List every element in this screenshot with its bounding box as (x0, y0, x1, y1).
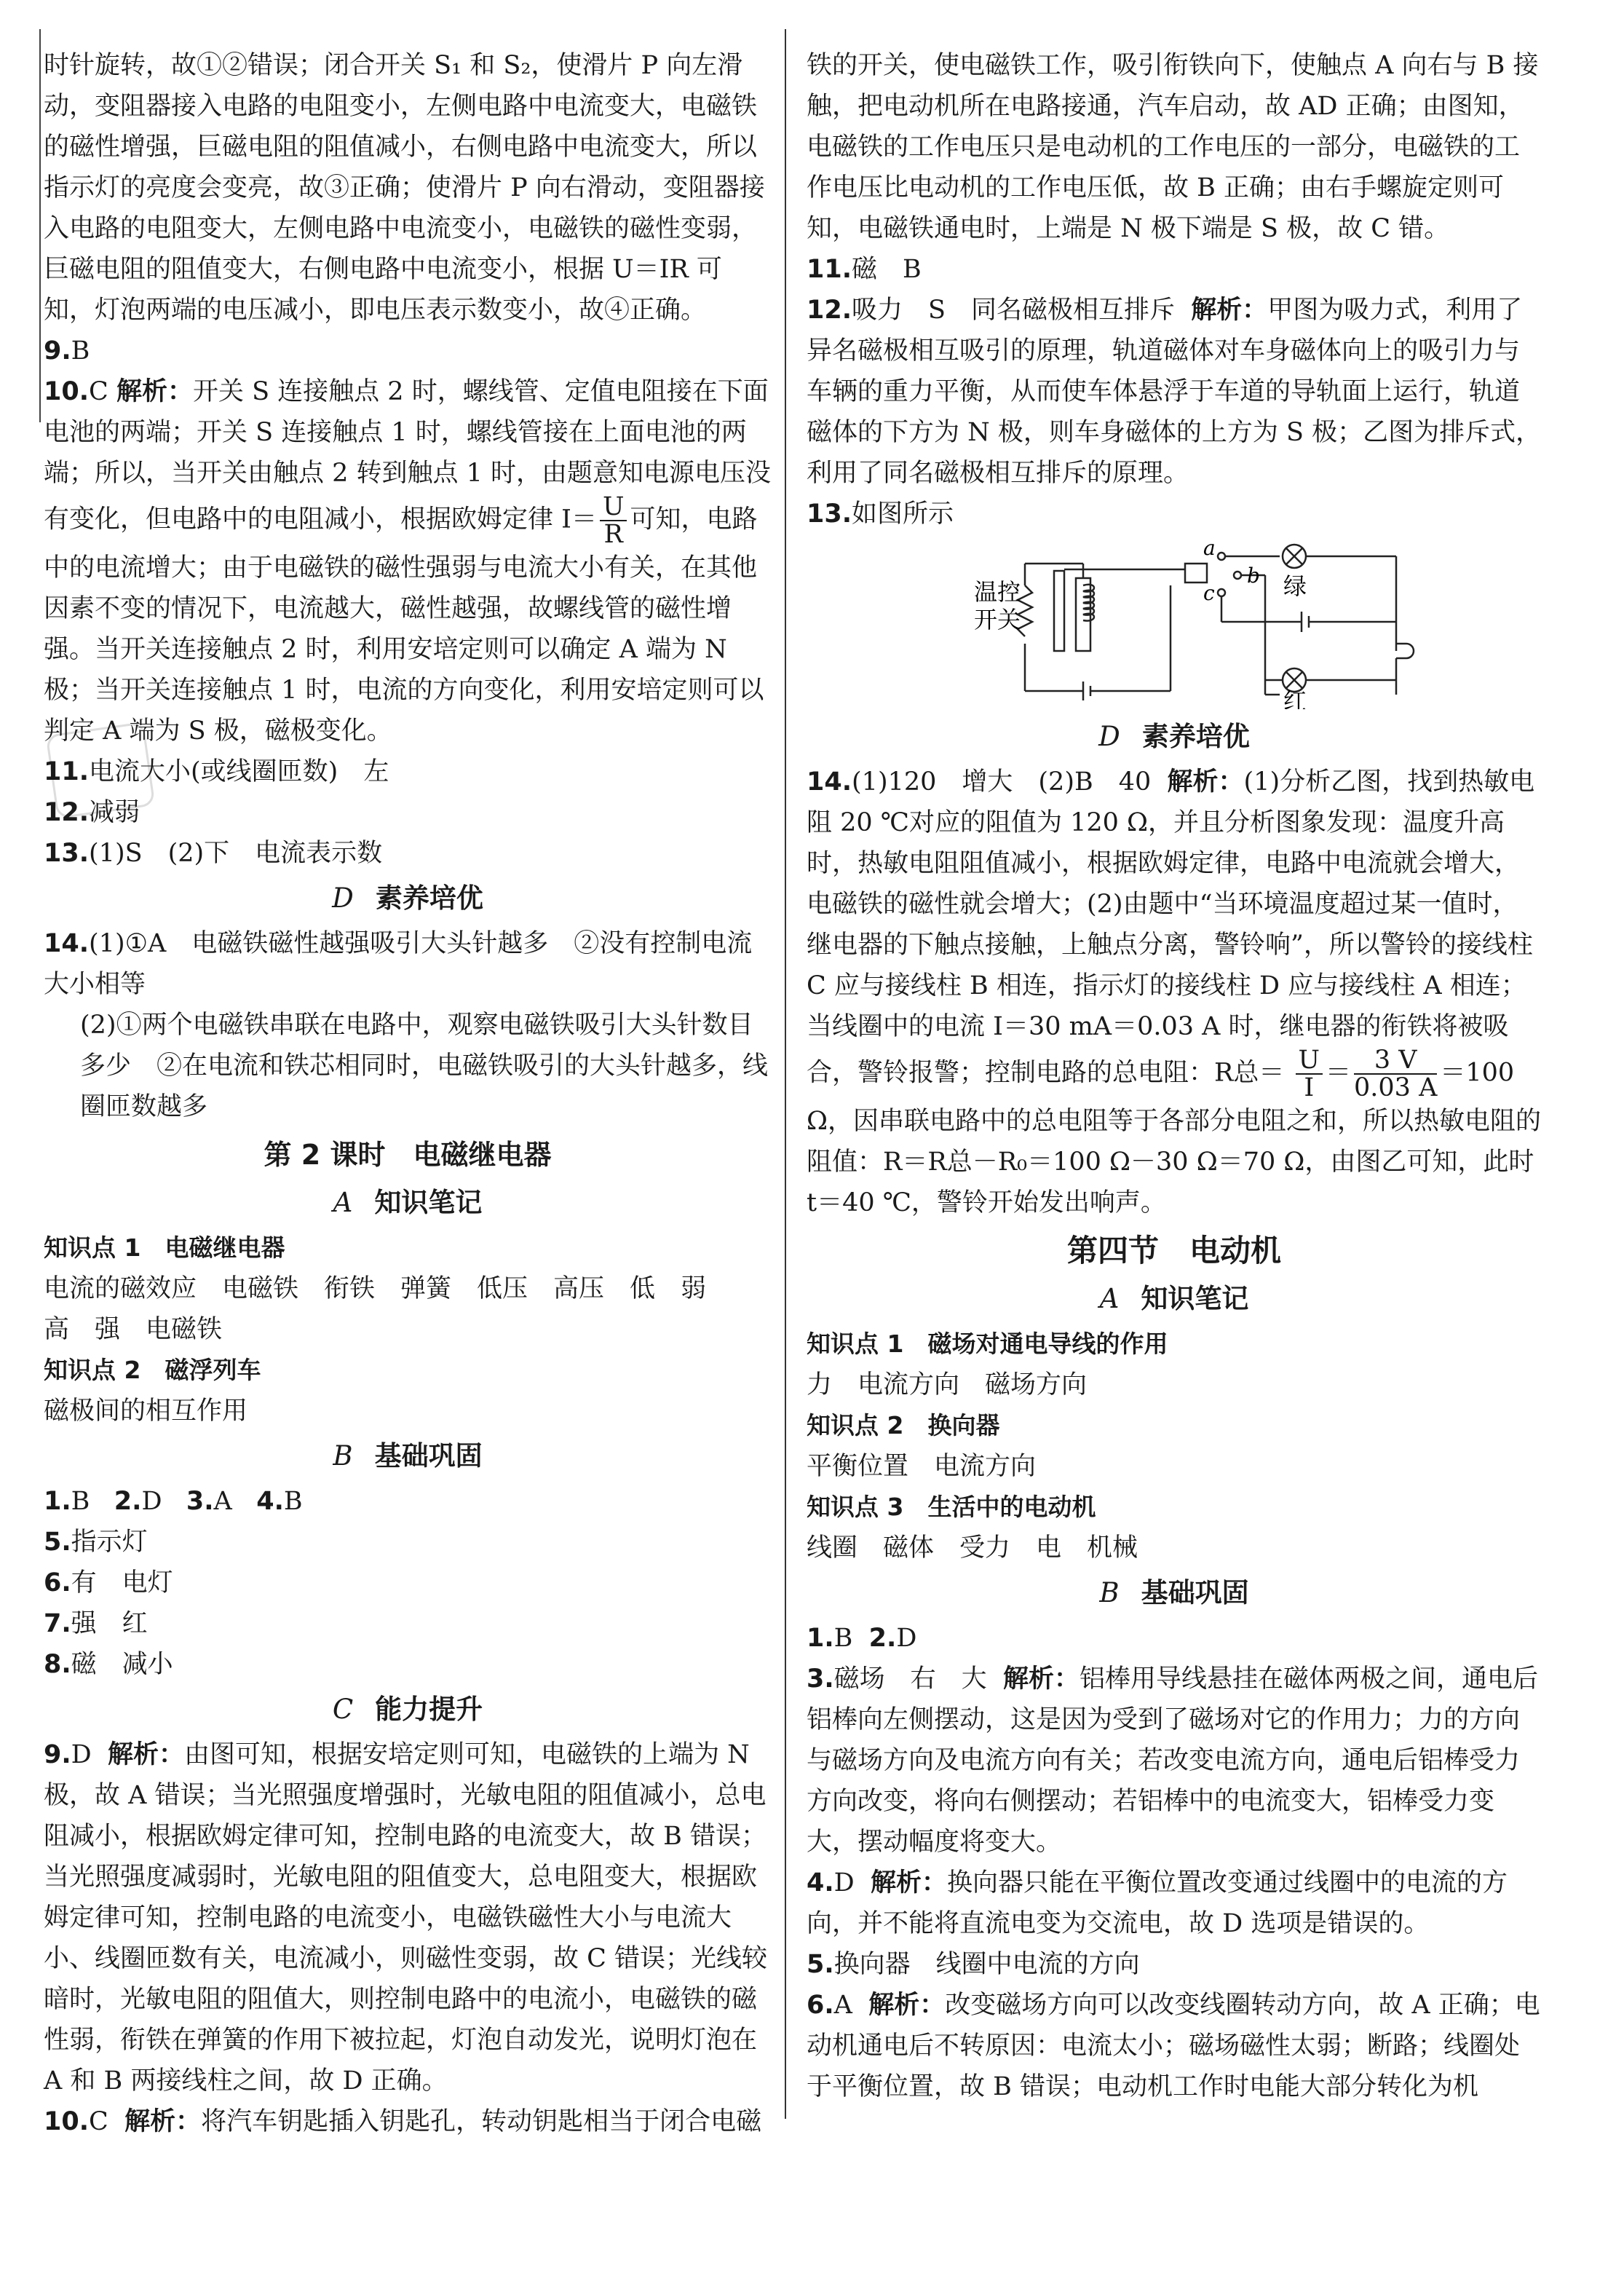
section-heading: D 素养培优 (332, 882, 483, 914)
alarm-bell-icon (1396, 644, 1414, 658)
contact-c-label: c (1203, 581, 1215, 605)
section-heading: D 素养培优 (1098, 721, 1250, 752)
section-title: 第四节 电动机 (1066, 1233, 1281, 1268)
contact-b-label: b (1247, 564, 1260, 588)
contact-a-label: a (1203, 542, 1216, 560)
answer-item: 5.换向器 线圈中电流的方向 (807, 1950, 1140, 1979)
fraction: $\frac{3 V}{0.03 A}$ (1354, 1046, 1438, 1102)
answer-line: 线圈 磁体 受力 电 机械 (807, 1533, 1138, 1563)
answer-item: (2)①两个电磁铁串联在电路中，观察电磁铁吸引大头针数目多少 ②在电流和铁芯相同时，电磁铁吸引的大头针越多，线圈匝数越多 (80, 1011, 769, 1121)
margin-rule (39, 29, 41, 422)
section-heading: C 能力提升 (332, 1694, 483, 1725)
answer-item: 7.强 红 (44, 1609, 148, 1638)
answer-item: 9.D 解析：由图可知，根据安培定则可知，电磁铁的上端为 N 极，故 A 错误；当光照强度增强时，光敏电阻的阻值减小，总电阻减小，根据欧姆定律可知，控制电路的电流变大，故 B 错误；当光照强度减弱时，光敏电阻的阻值变大，总电阻变大，根据欧姆定律可知，控制电路的电流变小，电磁铁磁性大小与电流大小、线圈匝数有关，电流减小，则磁性变弱，故 C 错误；光线较暗时，光敏电阻的阻值大，则控制电路中的电流小，电磁铁的磁性弱，衔铁在弹簧的作用下被拉起，灯泡自动发光，说明灯泡在 A 和 B 两接线柱之间，故 D 正确。 (44, 1740, 768, 2096)
switch-label-1: 温控 (974, 578, 1021, 606)
answer-item: 6.A 解析：改变磁场方向可以改变线圈转动方向，故 A 正确；电动机通电后不转原因：电流太小；磁场磁性太弱；断路；线圈处于平衡位置，故 B 错误；电动机工作时电能大部分转化为机 (807, 1991, 1540, 2101)
answer-line: 平衡位置 电流方向 (807, 1452, 1037, 1481)
fraction: $\frac{U}{R}$ (600, 494, 627, 548)
answer-item: 3.磁场 右 大 解析：铝棒用导线悬挂在磁体两极之间，通电后铝棒向左侧摆动，这是因为受到了磁场对它的作用力；力的方向与磁场方向及电流方向有关；若改变电流方向，通电后铝棒受力方向改变，将向右侧摆动；若铝棒中的电流变大，铝棒受力变大，摆动幅度将变大。 (807, 1664, 1538, 1857)
section-heading: A 知识笔记 (333, 1187, 483, 1218)
answer-item: 10.C 解析：开关 S 连接触点 2 时，螺线管、定值电阻接在下面电池的两端；开关 S 连接触点 1 时，螺线管接在上面电池的两端；所以，当开关由触点 2 转到触点 1 时，由题意知电源电压没有变化，但电路中的电阻减小，根据欧姆定律 I＝ $\frac{U}{R}$ 可知，电路中的电流增大；由于电磁铁的磁性强弱与电流大小有关，在其他因素不变的情况下，电流越大，磁性越强，故螺线管的磁性增强。当开关连接触点 2 时，利用安培定则可以确定 A 端为 N 极；当开关连接触点 1 时，电流的方向变化，利用安培定则可以判定 A 端为 S 极，磁极变化。 (44, 377, 772, 746)
section-heading: B 基础巩固 (1099, 1577, 1249, 1608)
electromagnet-coil-icon (1083, 585, 1094, 621)
switch-label-2: 开关 (974, 606, 1021, 633)
answer-item: 5.指示灯 (44, 1528, 148, 1557)
section-heading: B 基础巩固 (333, 1440, 483, 1472)
answer-line: 电流的磁效应 电磁铁 衔铁 弹簧 低压 高压 低 弱 (44, 1274, 707, 1303)
circuit-diagram (974, 542, 1425, 709)
knowledge-point: 知识点 1 电磁继电器 (44, 1233, 285, 1262)
answer-line: 高 强 电磁铁 (44, 1315, 223, 1344)
answer-item: 13.如图所示 (807, 499, 954, 529)
answer-line: 磁极间的相互作用 (44, 1397, 248, 1426)
section-heading: A 知识笔记 (1099, 1283, 1249, 1314)
lesson-title: 第 2 课时 电磁继电器 (264, 1139, 552, 1171)
answer-item: 11.电流大小(或线圈匝数) 左 (44, 757, 389, 786)
answer-item: 9.B (44, 336, 90, 366)
column-divider (785, 29, 786, 2119)
left-column (44, 45, 772, 2142)
green-label: 绿 (1283, 572, 1307, 600)
knowledge-point: 知识点 2 磁浮列车 (44, 1356, 261, 1384)
answer-item: 14.(1)①A 电磁铁磁性越强吸引大头针越多 ②没有控制电流大小相等 (44, 929, 753, 999)
answer-item: 10.C 解析：将汽车钥匙插入钥匙孔，转动钥匙相当于闭合电磁 (44, 2107, 762, 2136)
circuit-svg (974, 542, 1425, 709)
answer-item: 1.B 2.D 3.A 4.B (44, 1487, 303, 1516)
answer-item: 13.(1)S (2)下 电流表示数 (44, 839, 383, 868)
answer-item: 11.磁 B (807, 255, 922, 284)
knowledge-point: 知识点 2 换向器 (807, 1411, 1000, 1439)
paragraph: 时针旋转，故①②错误；闭合开关 S₁ 和 S₂，使滑片 P 向左滑动，变阻器接入电路的电阻变小，左侧电路中电流变大，电磁铁的磁性增强，巨磁电阻的阻值减小，右侧电路中电流变大，所以指示灯的亮度会变亮，故③正确；使滑片 P 向右滑动，变阻器接入电路的电阻变大，左侧电路中电流变小，电磁铁的磁性变弱，巨磁电阻的阻值变大，右侧电路中电流变小，根据 U＝IR 可知，灯泡两端的电压减小，即电压表示数变小，故④正确。 (44, 51, 765, 325)
red-label: 红 (1283, 687, 1307, 709)
right-column (807, 45, 1542, 2107)
answer-item: 1.B 2.D (807, 1624, 917, 1653)
knowledge-point: 知识点 1 磁场对通电导线的作用 (807, 1330, 1168, 1358)
knowledge-point: 知识点 3 生活中的电动机 (807, 1493, 1096, 1521)
answer-item: 14.(1)120 增大 (2)B 40 解析：(1)分析乙图，找到热敏电阻 20 ℃对应的阻值为 120 Ω，并且分析图象发现：温度升高时，热敏电阻阻值减小，根据欧姆定律，电路中电流就会增大，电磁铁的磁性就会增大；(2)由题中“当环境温度超过某一值时，继电器的下触点接触，上触点分离，警铃响”，所以警铃的接线柱 C 应与接线柱 B 相连，指示灯的接线柱 D 应与接线柱 A 相连；当线圈中的电流 I＝30 mA＝0.03 A 时，继电器的衔铁将被吸合，警铃报警；控制电路的总电阻：R总＝ $\frac{U}{I}$ ＝ $\frac{3 V}{0.03 A}$ ＝100 Ω，因串联电路中的总电阻等于各部分电阻之和，所以热敏电阻的阻值：R＝R总－R₀＝100 Ω－30 Ω＝70 Ω，由图乙可知，此时 t＝40 ℃，警铃开始发出响声。 (807, 767, 1542, 1217)
answer-item: 12.吸力 S 同名磁极相互排斥 解析：甲图为吸力式，利用了异名磁极相互吸引的原理，轨道磁体对车身磁体向上的吸引力与车辆的重力平衡，从而使车体悬浮于车道的导轨面上运行，轨道磁体的下方为 N 极，则车身磁体的上方为 S 极；乙图为排斥式，利用了同名磁极相互排斥的原理。 (807, 296, 1542, 488)
answer-item: 8.磁 减小 (44, 1650, 173, 1679)
answer-line: 力 电流方向 磁场方向 (807, 1370, 1088, 1399)
answer-item: 12.减弱 (44, 798, 140, 827)
fraction: $\frac{U}{I}$ (1296, 1047, 1323, 1101)
paragraph: 铁的开关，使电磁铁工作，吸引衔铁向下，使触点 A 向右与 B 接触，把电动机所在电路接通，汽车启动，故 AD 正确；由图知，电磁铁的工作电压只是电动机的工作电压的一部分，电磁铁的工作电压比电动机的工作电压低，故 B 正确；由右手螺旋定则可知，电磁铁通电时，上端是 N 极下端是 S 极，故 C 错。 (807, 51, 1539, 243)
answer-item: 4.D 解析：换向器只能在平衡位置改变通过线圈中的电流的方向，并不能将直流电变为交流电，故 D 选项是错误的。 (807, 1868, 1508, 1938)
answer-item: 6.有 电灯 (44, 1568, 173, 1597)
